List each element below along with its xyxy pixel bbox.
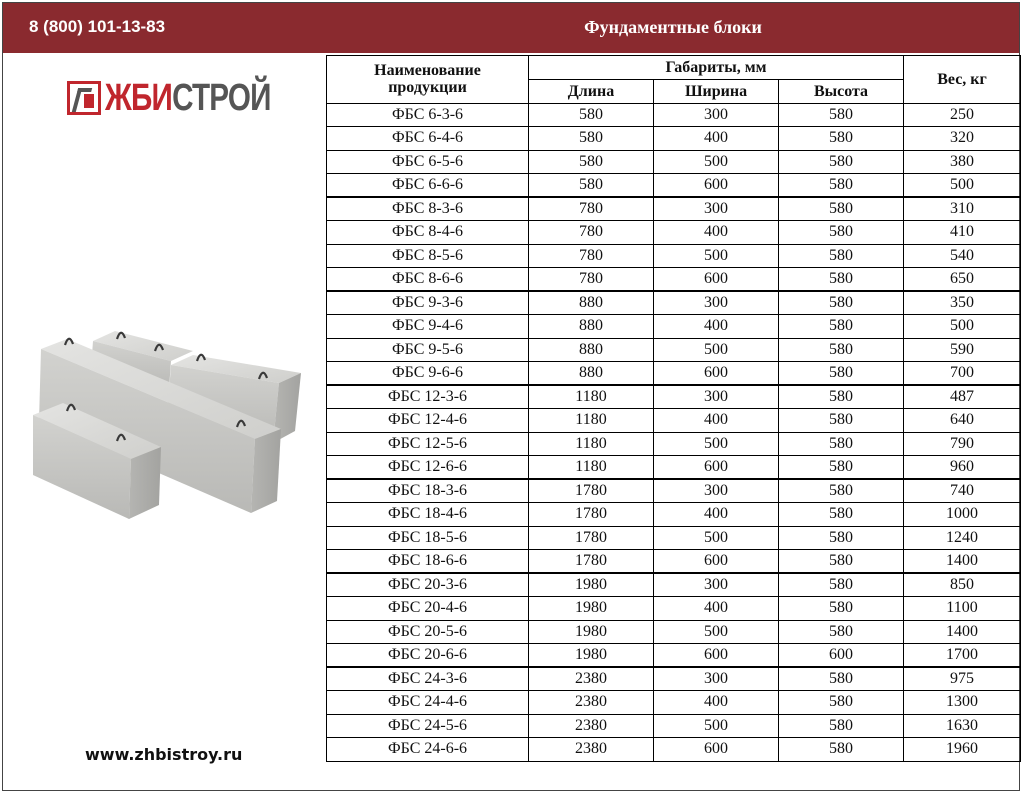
cell-width: 600 xyxy=(654,550,779,574)
table-row xyxy=(327,291,1021,315)
cell-length: 2380 xyxy=(529,691,654,715)
cell-height: 580 xyxy=(779,103,904,127)
cell-weight: 640 xyxy=(904,409,1021,433)
cell-name: ФБС 12-6-6 xyxy=(327,456,529,480)
cell-height: 580 xyxy=(779,526,904,550)
cell-name: ФБС 6-3-6 xyxy=(327,103,529,127)
cell-weight: 1300 xyxy=(904,691,1021,715)
header-height: Высота xyxy=(779,80,904,104)
cell-length: 580 xyxy=(529,103,654,127)
cell-height: 580 xyxy=(779,197,904,221)
table-row xyxy=(327,197,1021,221)
cell-name: ФБС 9-5-6 xyxy=(327,338,529,362)
cell-weight: 487 xyxy=(904,385,1021,409)
cell-width: 300 xyxy=(654,385,779,409)
cell-length: 1780 xyxy=(529,503,654,527)
table-row xyxy=(327,432,1021,456)
cell-length: 580 xyxy=(529,127,654,151)
cell-length: 2380 xyxy=(529,714,654,738)
cell-width: 600 xyxy=(654,362,779,386)
cell-length: 780 xyxy=(529,197,654,221)
table-row xyxy=(327,714,1021,738)
header-width: Ширина xyxy=(654,80,779,104)
table-row xyxy=(327,268,1021,292)
cell-weight: 650 xyxy=(904,268,1021,292)
cell-width: 600 xyxy=(654,738,779,762)
phone-number[interactable]: 8 (800) 101-13-83 xyxy=(29,17,166,36)
cell-weight: 700 xyxy=(904,362,1021,386)
cell-length: 880 xyxy=(529,291,654,315)
cell-name: ФБС 20-5-6 xyxy=(327,620,529,644)
cell-name: ФБС 12-4-6 xyxy=(327,409,529,433)
cell-weight: 1960 xyxy=(904,738,1021,762)
table-row xyxy=(327,479,1021,503)
cell-length: 580 xyxy=(529,150,654,174)
table-row xyxy=(327,620,1021,644)
table-row xyxy=(327,738,1021,762)
page-frame xyxy=(2,2,1020,791)
cell-height: 580 xyxy=(779,291,904,315)
table-row xyxy=(327,550,1021,574)
cell-width: 400 xyxy=(654,409,779,433)
table-row xyxy=(327,244,1021,268)
cell-name: ФБС 18-3-6 xyxy=(327,479,529,503)
cell-height: 580 xyxy=(779,385,904,409)
cell-length: 880 xyxy=(529,362,654,386)
cell-width: 500 xyxy=(654,620,779,644)
header-bar xyxy=(3,3,1019,53)
cell-height: 580 xyxy=(779,456,904,480)
cell-width: 600 xyxy=(654,268,779,292)
cell-height: 580 xyxy=(779,268,904,292)
cell-length: 1980 xyxy=(529,644,654,668)
cell-width: 500 xyxy=(654,432,779,456)
cell-width: 300 xyxy=(654,291,779,315)
cell-width: 500 xyxy=(654,526,779,550)
cell-width: 600 xyxy=(654,174,779,198)
table-row xyxy=(327,362,1021,386)
product-table-body xyxy=(327,103,1021,761)
cell-name: ФБС 8-4-6 xyxy=(327,221,529,245)
cell-width: 500 xyxy=(654,244,779,268)
cell-weight: 1400 xyxy=(904,620,1021,644)
cell-height: 580 xyxy=(779,738,904,762)
cell-height: 580 xyxy=(779,174,904,198)
cell-height: 580 xyxy=(779,221,904,245)
cell-width: 500 xyxy=(654,150,779,174)
cell-length: 1780 xyxy=(529,479,654,503)
cell-length: 780 xyxy=(529,244,654,268)
cell-weight: 1000 xyxy=(904,503,1021,527)
cell-height: 580 xyxy=(779,573,904,597)
cell-name: ФБС 6-5-6 xyxy=(327,150,529,174)
header-name-line1: Наименование xyxy=(374,62,481,80)
header-length: Длина xyxy=(529,80,654,104)
cell-length: 880 xyxy=(529,338,654,362)
cell-weight: 1630 xyxy=(904,714,1021,738)
cell-width: 300 xyxy=(654,573,779,597)
cell-width: 400 xyxy=(654,691,779,715)
cell-height: 580 xyxy=(779,503,904,527)
logo-text-part1: ЖБИ xyxy=(105,77,173,119)
cell-weight: 790 xyxy=(904,432,1021,456)
cell-weight: 960 xyxy=(904,456,1021,480)
cell-name: ФБС 24-5-6 xyxy=(327,714,529,738)
cell-height: 580 xyxy=(779,338,904,362)
cell-name: ФБС 6-4-6 xyxy=(327,127,529,151)
cell-name: ФБС 20-3-6 xyxy=(327,573,529,597)
cell-name: ФБС 9-6-6 xyxy=(327,362,529,386)
table-row xyxy=(327,526,1021,550)
cell-length: 2380 xyxy=(529,738,654,762)
cell-length: 1980 xyxy=(529,620,654,644)
cell-name: ФБС 6-6-6 xyxy=(327,174,529,198)
cell-weight: 975 xyxy=(904,667,1021,691)
cell-weight: 500 xyxy=(904,174,1021,198)
cell-height: 580 xyxy=(779,315,904,339)
company-logo xyxy=(67,79,317,117)
cell-width: 400 xyxy=(654,127,779,151)
table-row xyxy=(327,691,1021,715)
cell-weight: 850 xyxy=(904,573,1021,597)
table-row xyxy=(327,103,1021,127)
cell-name: ФБС 20-4-6 xyxy=(327,597,529,621)
cell-length: 1980 xyxy=(529,597,654,621)
cell-width: 300 xyxy=(654,479,779,503)
cell-height: 580 xyxy=(779,409,904,433)
cell-name: ФБС 24-6-6 xyxy=(327,738,529,762)
cell-name: ФБС 9-3-6 xyxy=(327,291,529,315)
cell-height: 580 xyxy=(779,597,904,621)
cell-weight: 380 xyxy=(904,150,1021,174)
cell-height: 580 xyxy=(779,432,904,456)
table-row xyxy=(327,456,1021,480)
table-row xyxy=(327,174,1021,198)
cell-name: ФБС 24-3-6 xyxy=(327,667,529,691)
header-weight: Вес, кг xyxy=(904,56,1021,104)
cell-width: 300 xyxy=(654,197,779,221)
cell-name: ФБС 8-5-6 xyxy=(327,244,529,268)
cell-length: 1780 xyxy=(529,526,654,550)
logo-mark-icon xyxy=(67,81,101,115)
cell-weight: 1100 xyxy=(904,597,1021,621)
cell-width: 600 xyxy=(654,456,779,480)
table-row xyxy=(327,503,1021,527)
cell-length: 780 xyxy=(529,221,654,245)
cell-name: ФБС 9-4-6 xyxy=(327,315,529,339)
cell-weight: 320 xyxy=(904,127,1021,151)
product-table xyxy=(326,55,1021,762)
table-row xyxy=(327,409,1021,433)
logo-text-part2: СТРОЙ xyxy=(172,77,271,119)
cell-weight: 310 xyxy=(904,197,1021,221)
cell-weight: 350 xyxy=(904,291,1021,315)
cell-height: 580 xyxy=(779,550,904,574)
cell-weight: 740 xyxy=(904,479,1021,503)
cell-height: 580 xyxy=(779,150,904,174)
cell-height: 580 xyxy=(779,127,904,151)
cell-weight: 1240 xyxy=(904,526,1021,550)
cell-length: 1180 xyxy=(529,385,654,409)
cell-weight: 1400 xyxy=(904,550,1021,574)
table-row xyxy=(327,644,1021,668)
header-dimensions: Габариты, мм xyxy=(529,56,904,80)
cell-name: ФБС 8-3-6 xyxy=(327,197,529,221)
cell-width: 500 xyxy=(654,338,779,362)
cell-width: 300 xyxy=(654,667,779,691)
cell-name: ФБС 18-4-6 xyxy=(327,503,529,527)
table-row xyxy=(327,150,1021,174)
cell-length: 1180 xyxy=(529,409,654,433)
cell-height: 580 xyxy=(779,667,904,691)
cell-height: 580 xyxy=(779,479,904,503)
cell-length: 2380 xyxy=(529,667,654,691)
page-title: Фундаментные блоки xyxy=(584,17,762,37)
cell-height: 580 xyxy=(779,691,904,715)
cell-weight: 410 xyxy=(904,221,1021,245)
concrete-blocks-image xyxy=(33,325,311,525)
cell-name: ФБС 12-3-6 xyxy=(327,385,529,409)
table-row xyxy=(327,338,1021,362)
cell-length: 1180 xyxy=(529,432,654,456)
table-row xyxy=(327,573,1021,597)
cell-height: 580 xyxy=(779,714,904,738)
cell-length: 1980 xyxy=(529,573,654,597)
cell-weight: 250 xyxy=(904,103,1021,127)
cell-width: 400 xyxy=(654,597,779,621)
website-link[interactable]: www.zhbistroy.ru xyxy=(85,745,243,764)
cell-width: 400 xyxy=(654,503,779,527)
cell-length: 1180 xyxy=(529,456,654,480)
cell-weight: 500 xyxy=(904,315,1021,339)
table-row xyxy=(327,597,1021,621)
cell-height: 580 xyxy=(779,620,904,644)
cell-length: 780 xyxy=(529,268,654,292)
cell-name: ФБС 24-4-6 xyxy=(327,691,529,715)
cell-height: 580 xyxy=(779,362,904,386)
cell-height: 580 xyxy=(779,244,904,268)
cell-weight: 540 xyxy=(904,244,1021,268)
table-row xyxy=(327,221,1021,245)
header-name-line2: продукции xyxy=(388,79,467,97)
cell-name: ФБС 8-6-6 xyxy=(327,268,529,292)
cell-name: ФБС 18-5-6 xyxy=(327,526,529,550)
table-row xyxy=(327,315,1021,339)
logo-text xyxy=(105,79,271,117)
cell-name: ФБС 12-5-6 xyxy=(327,432,529,456)
cell-name: ФБС 18-6-6 xyxy=(327,550,529,574)
cell-length: 580 xyxy=(529,174,654,198)
cell-length: 880 xyxy=(529,315,654,339)
cell-length: 1780 xyxy=(529,550,654,574)
cell-name: ФБС 20-6-6 xyxy=(327,644,529,668)
cell-width: 500 xyxy=(654,714,779,738)
cell-width: 400 xyxy=(654,315,779,339)
cell-weight: 590 xyxy=(904,338,1021,362)
table-row xyxy=(327,667,1021,691)
cell-width: 400 xyxy=(654,221,779,245)
cell-weight: 1700 xyxy=(904,644,1021,668)
cell-height: 600 xyxy=(779,644,904,668)
table-row xyxy=(327,127,1021,151)
cell-width: 600 xyxy=(654,644,779,668)
header-name xyxy=(327,56,529,104)
table-row xyxy=(327,385,1021,409)
cell-width: 300 xyxy=(654,103,779,127)
